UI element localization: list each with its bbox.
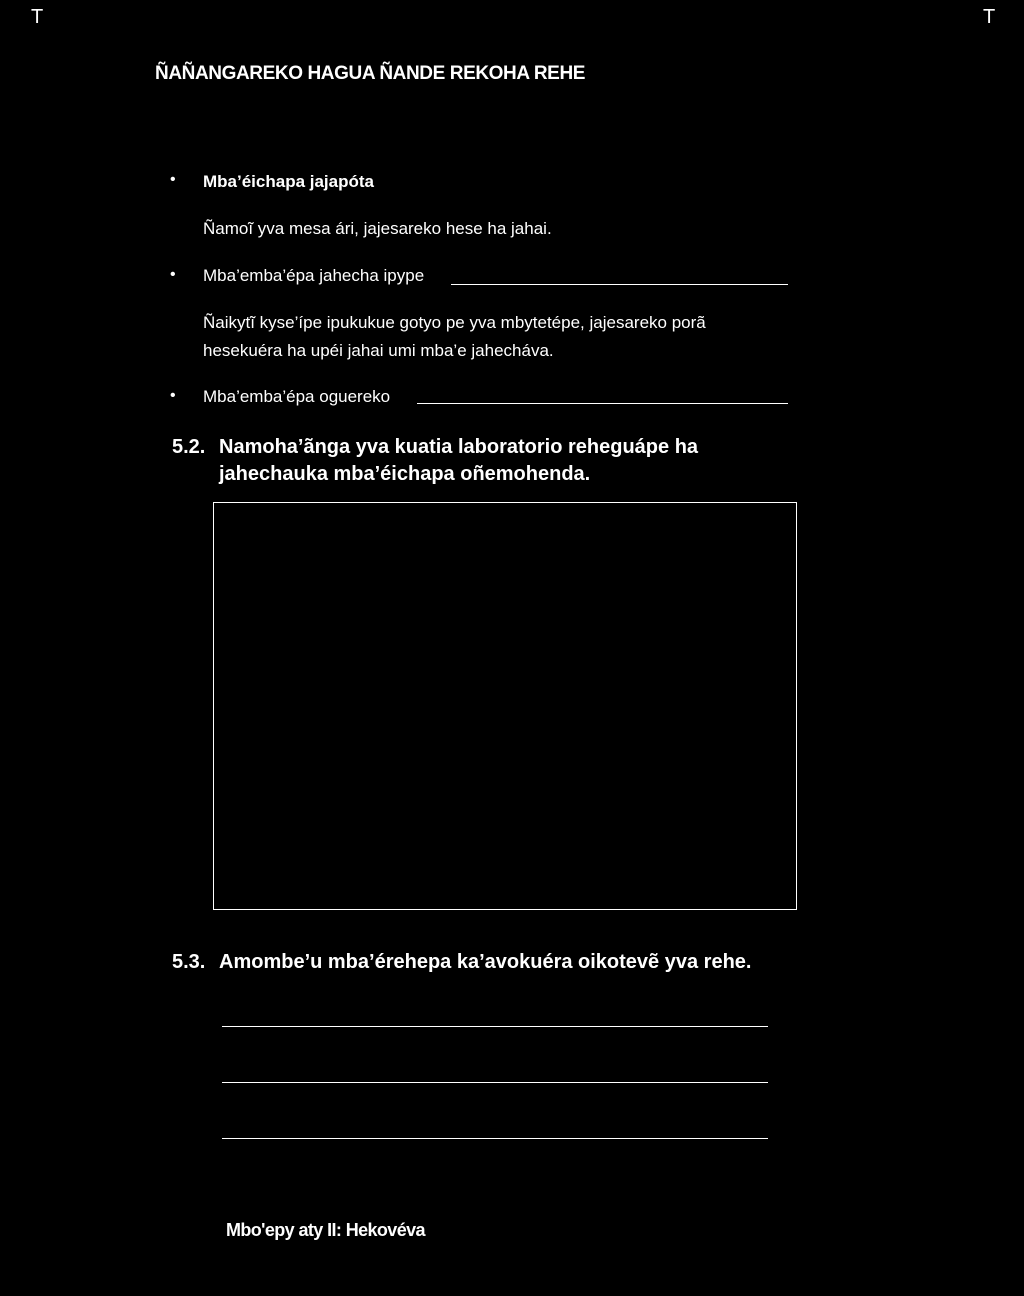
answer-line[interactable] — [222, 1082, 768, 1083]
answer-line[interactable] — [417, 403, 788, 404]
question-5-2-text-line1: Namoha’ãnga yva kuatia laboratorio reheguápe ha — [219, 436, 699, 458]
page-header: ÑAÑANGAREKO HAGUA ÑANDE REKOHA REHE — [155, 63, 586, 84]
bullet1-label: Mba’éichapa jajapóta — [203, 172, 374, 191]
question-5-2-number: 5.2. — [172, 436, 206, 458]
bullet1-description: Ñamoĩ yva mesa ári, jajesareko hese ha jahai. — [203, 219, 552, 238]
question-5-2-text-line2: jahechauka mba’éichapa oñemohenda. — [219, 463, 591, 485]
bullet-dot: • — [170, 171, 176, 188]
bullet2-description-line2: hesekuéra ha upéi jahai umi mba’e jahecháva. — [203, 341, 554, 360]
page-footer: Mbo'epy aty II: Hekovéva — [226, 1220, 425, 1240]
question-5-3-text: Amombe’u mba’érehepa ka’avokuéra oikotevẽ yva rehe. — [219, 951, 752, 973]
bullet-dot: • — [170, 387, 176, 404]
bullet2-description-line1: Ñaikytĩ kyse’ípe ipukukue gotyo pe yva mbytetépe, jajesareko porã — [203, 313, 706, 332]
answer-line[interactable] — [222, 1138, 768, 1139]
crop-mark-right: T — [983, 6, 996, 28]
answer-line[interactable] — [222, 1026, 768, 1027]
bullet3-label: Mba’emba’épa oguereko — [203, 387, 391, 406]
crop-mark-left: T — [31, 6, 44, 28]
bullet-dot: • — [170, 266, 176, 283]
bullet2-label: Mba’emba’épa jahecha ipype — [203, 266, 425, 285]
drawing-box[interactable] — [213, 502, 797, 910]
question-5-3-number: 5.3. — [172, 951, 206, 973]
answer-line[interactable] — [451, 284, 788, 285]
